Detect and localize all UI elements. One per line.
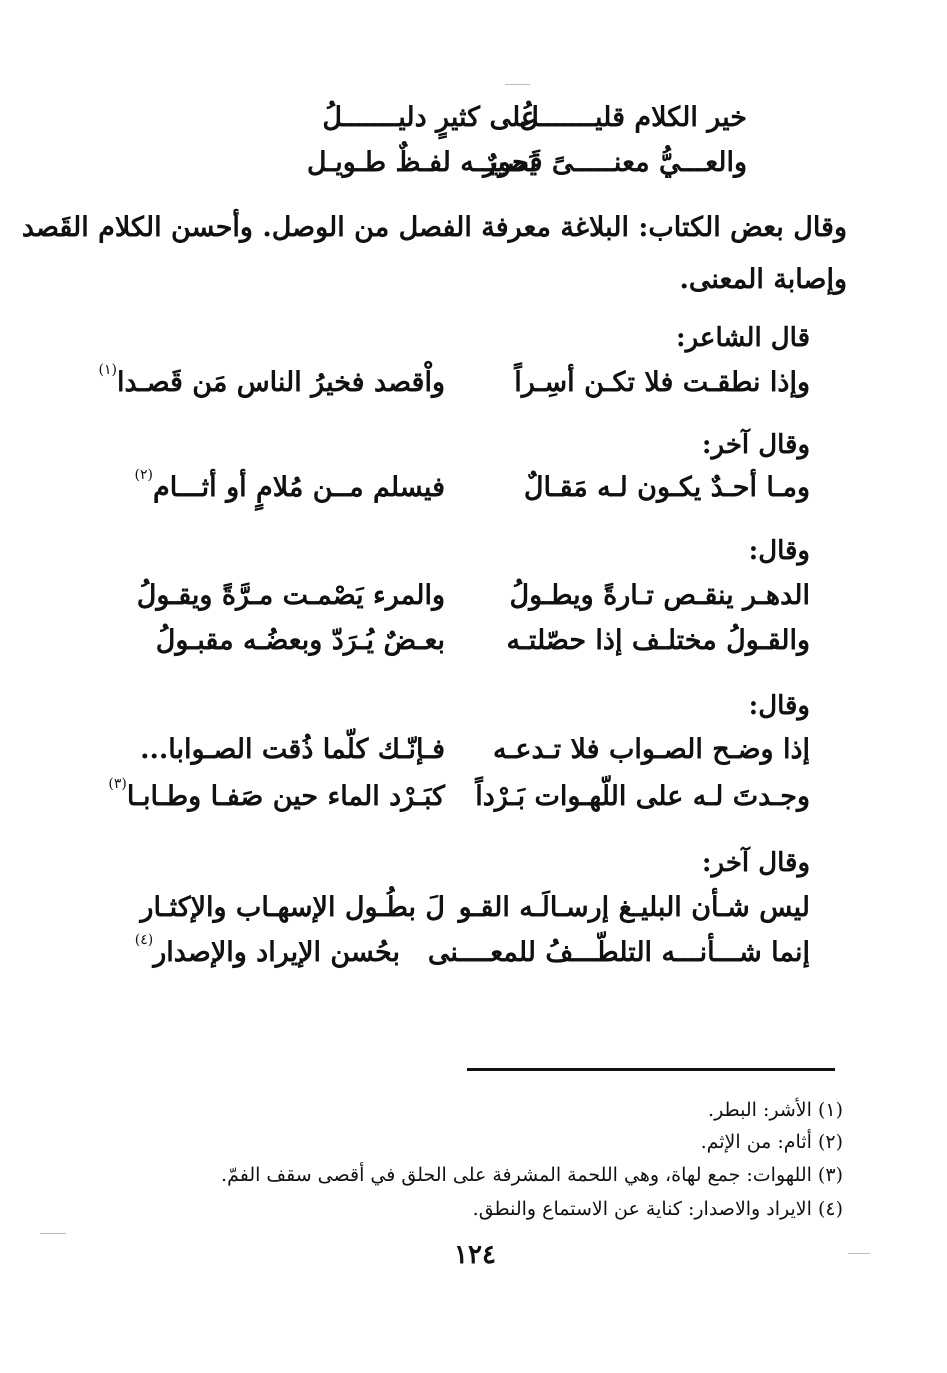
verse-line [0, 933, 947, 973]
footnote: (٣) اللهوات: جمع لهاة، وهي اللحمة المشرفة على الحلق في أقصى سقف الفمّ. [221, 1164, 843, 1186]
verse-first-hemistich: إذا وضـح الصـواب فلا تـدعـه [493, 734, 810, 765]
verse-second-hemistich: يَحويــه لفـظٌ طـويـل [306, 147, 537, 178]
verse-second-hemistich [135, 468, 445, 508]
verse-intro: وقال آخر: [701, 430, 810, 460]
verse-first-hemistich: إنما شـــأنـــه التلطّـــفُ للمعــــنى [427, 937, 810, 968]
prose-line: وإصابة المعنى. [679, 264, 847, 295]
footnote-marker: (١) [98, 362, 117, 378]
verse-second-hemistich: بعـضٌ يُـرَدّ وبعضُـه مقبـولُ [155, 625, 445, 656]
verse-intro: وقال: [748, 691, 810, 721]
verse-second-hemistich: على كثيرٍ دليـــــــلُ [322, 102, 537, 133]
scan-mark [505, 84, 530, 85]
verse-line [0, 621, 947, 661]
verse-line [0, 730, 947, 770]
page-number: ١٢٤ [454, 1240, 496, 1270]
verse-first-hemistich: خير الكلام قليـــــــلُ [519, 102, 747, 133]
verse-first-hemistich: وإذا نطقـت فلا تكـن أسِـراً [514, 367, 810, 398]
verse-second-hemistich: والمرء يَصْمـت مـرَّةً ويقـولُ [136, 580, 445, 611]
verse-line [0, 363, 947, 403]
verse-second-hemistich [99, 363, 445, 403]
verse-second-hemistich: فـإنّـك كلّما ذُقت الصـوابا... [140, 734, 445, 765]
hemistich-text: فيسلم مــن مُلامٍ أو أثـــام [152, 472, 445, 503]
verse-intro: قال الشاعر: [675, 323, 810, 353]
verse-intro: وقال آخر: [701, 848, 810, 878]
prose-line: وقال بعض الكتاب: البلاغة معرفة الفصل من الوصل. وأحسن الكلام القَصد [21, 212, 847, 243]
footnote-separator [467, 1068, 835, 1071]
verse-line [207, 98, 847, 138]
verse-first-hemistich: والعـــيُّ معنـــــىً قَصيرٌ [483, 147, 747, 178]
verse-line [0, 888, 947, 928]
footnote-marker: (٢) [134, 467, 153, 483]
scan-mark [40, 1233, 66, 1234]
verse-second-hemistich: لَ بطُـول الإسهـاب والإكثـار [140, 892, 445, 923]
hemistich-text: كبَـرْد الماء حين صَفـا وطـابـا [126, 781, 445, 812]
footnote: (٤) الايراد والاصدار: كناية عن الاستماع والنطق. [472, 1198, 843, 1220]
hemistich-text: بحُسن الإيراد والإصدار [153, 937, 400, 968]
footnote: (٢) أثام: من الإثم. [700, 1131, 843, 1153]
scan-mark [848, 1253, 870, 1254]
footnote-marker: (٣) [108, 776, 127, 792]
verse-second-hemistich [135, 933, 400, 973]
hemistich-text: واْقصد فخيرُ الناس مَن قَصـدا [117, 367, 445, 398]
verse-first-hemistich: الدهـر ينقـص تـارةً ويطـولُ [509, 580, 810, 611]
verse-intro: وقال: [748, 536, 810, 566]
verse-line [0, 468, 947, 508]
verse-line [0, 777, 947, 817]
verse-first-hemistich: والقـولُ مختلـف إذا حصّلتـه [506, 625, 810, 656]
verse-line [0, 576, 947, 616]
verse-second-hemistich [108, 777, 445, 817]
verse-line [207, 143, 847, 183]
footnote: (١) الأشر: البطر. [708, 1099, 843, 1121]
verse-first-hemistich: وجـدتَ لـه على اللّهـوات بَـرْداً [475, 781, 810, 812]
footnote-marker: (٤) [134, 932, 154, 948]
verse-first-hemistich: ومـا أحـدٌ يكـون لـه مَقـالٌ [523, 472, 810, 503]
verse-first-hemistich: ليس شـأن البليـغ إرسـالَـه القـو [458, 892, 810, 923]
